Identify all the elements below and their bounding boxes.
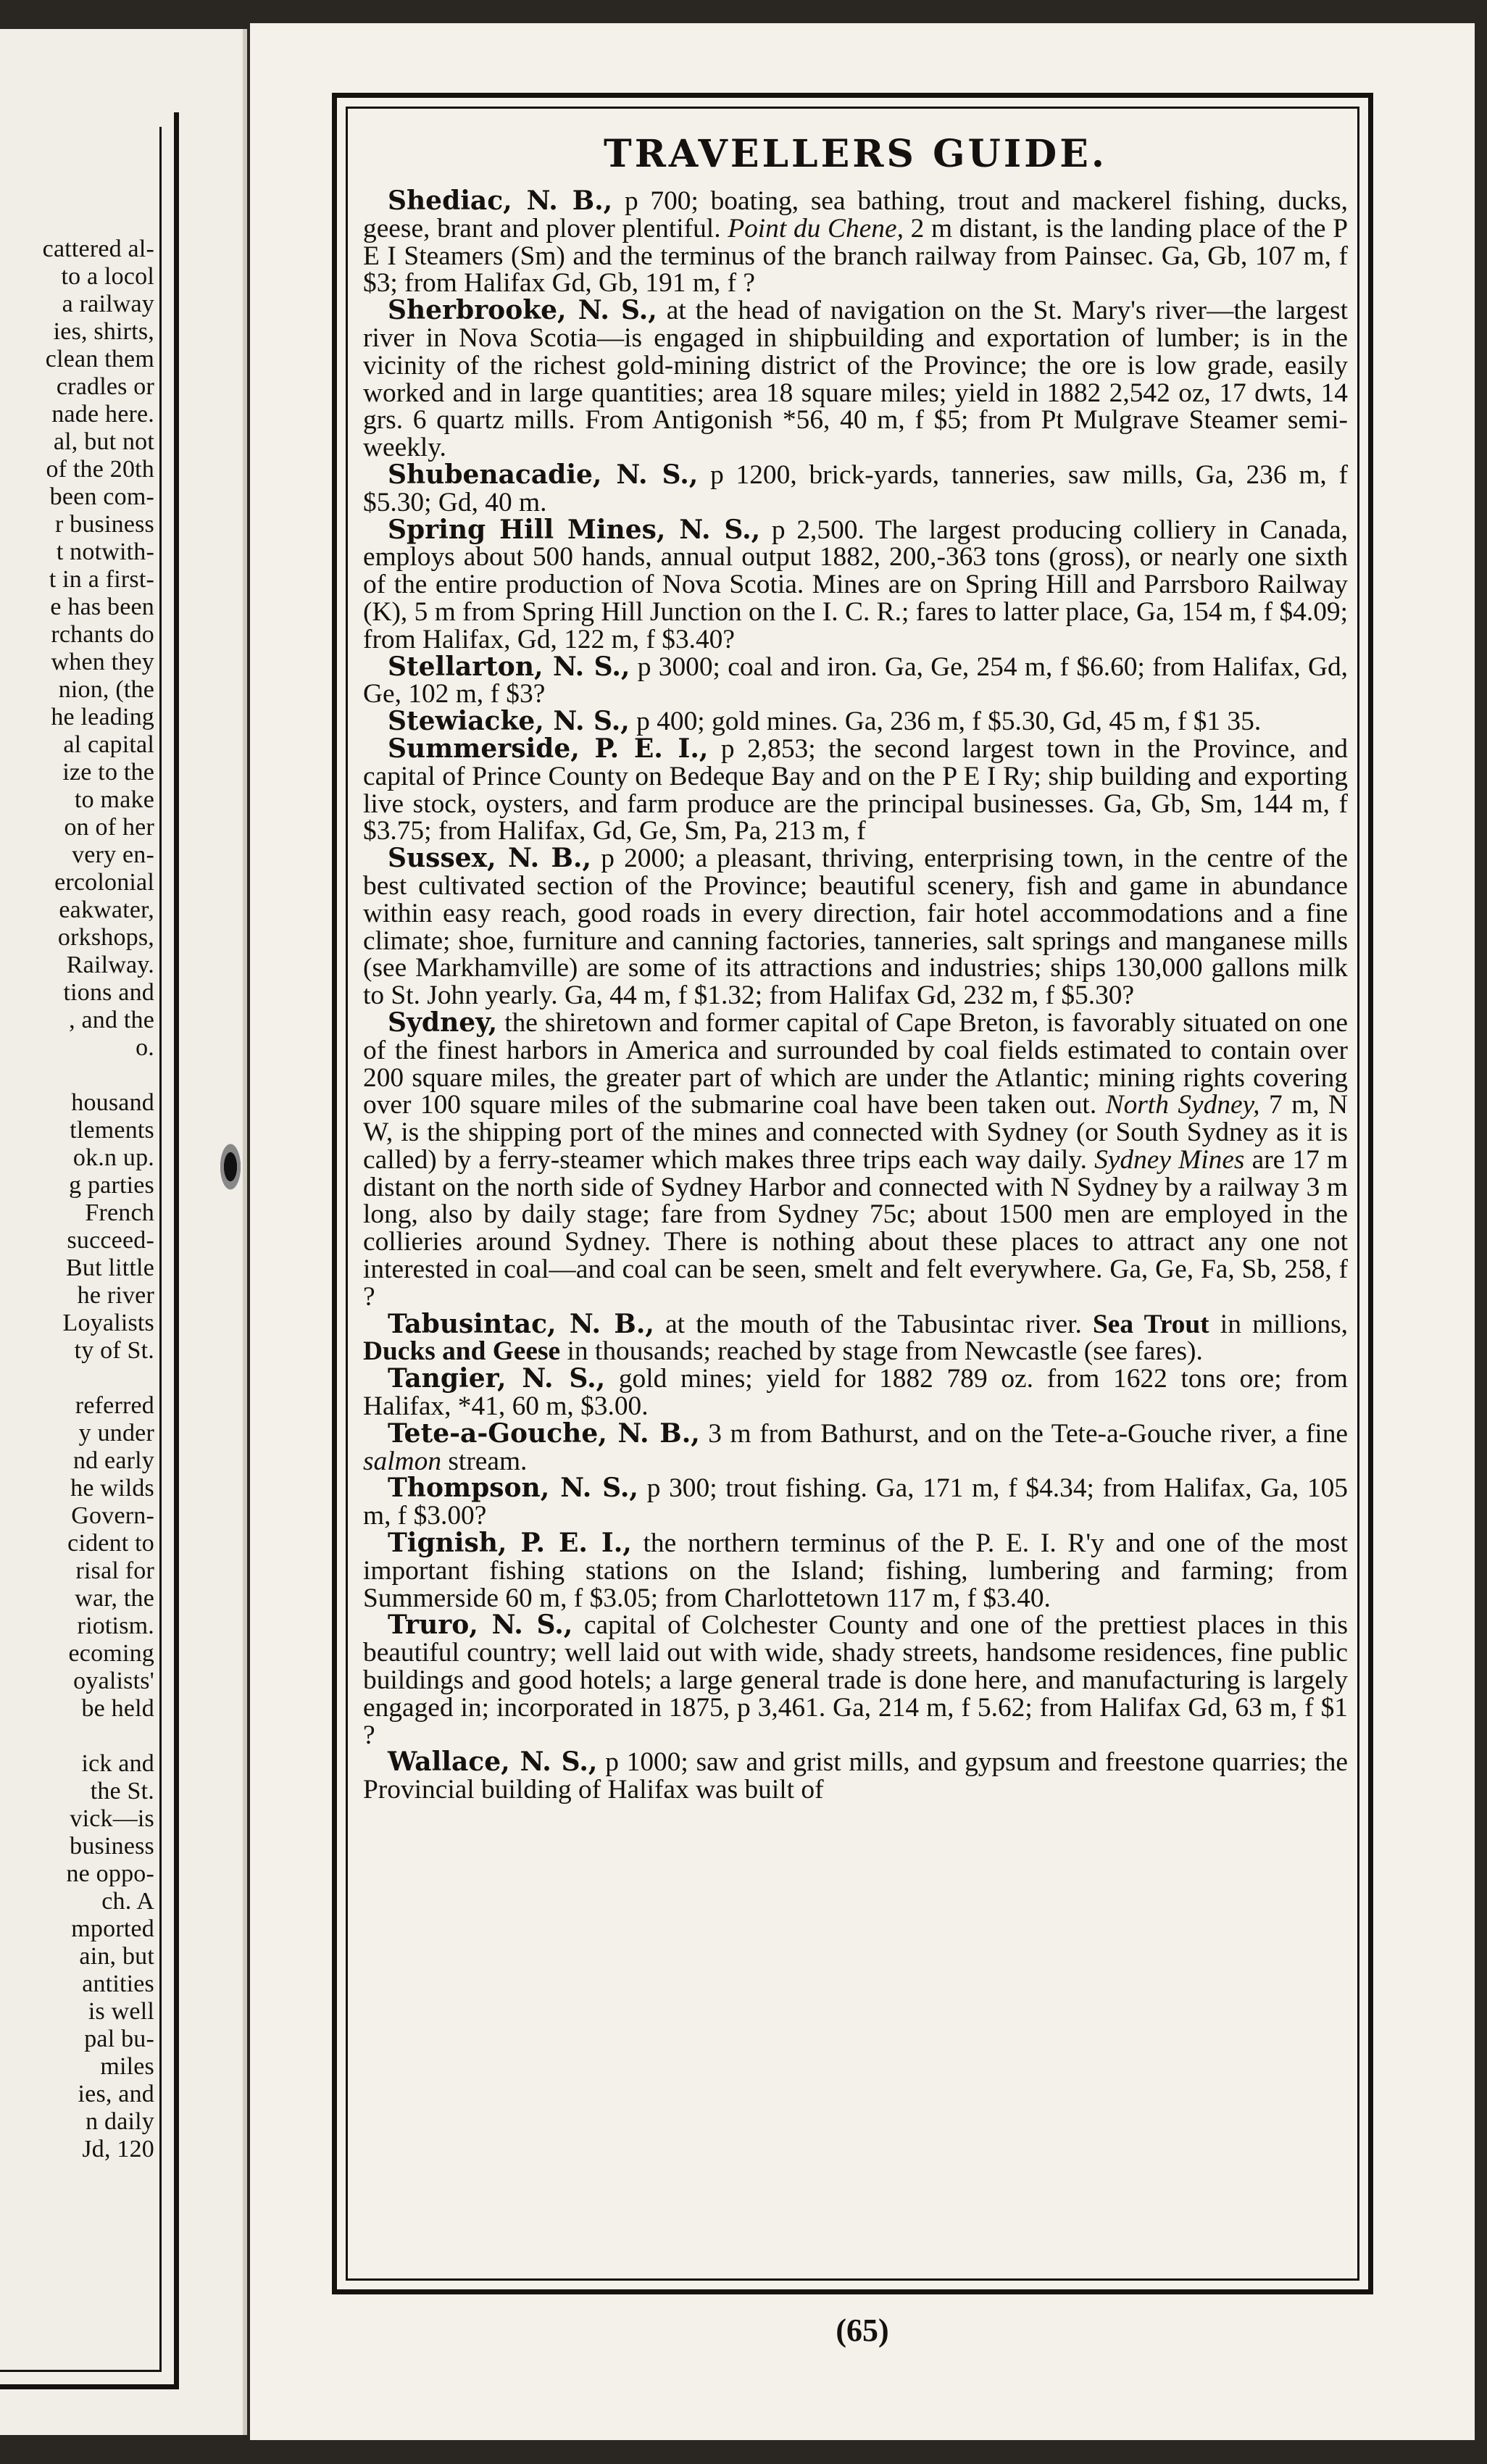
binding-hole [217,1138,243,1196]
entry-text: the shiretown and former capital of Cape Breton, is favorably situated on one of the finest harbors in America and surrounded by coal fields estimated to contain over 200 square miles, the greater part of which are under the Atlantic; mining rights covering over 100 square miles of the submarine coal have been taken out. [363,1007,1348,1120]
guide-entry [363,297,1348,462]
left-page-line: ercolonial [54,869,154,896]
entry-text: p 1200, brick-yards, tanneries, saw mills, Ga, 236 m, f $5.30; Gd, 40 m. [363,459,1348,517]
left-page-line: r business [54,511,154,538]
left-page-line: oyalists' [73,1668,154,1694]
left-page-line: t notwith- [56,538,154,565]
left-page-line: ne oppo- [66,1860,154,1887]
left-page-line: of the 20th [46,456,154,483]
entry-place-name: Stewiacke, N. S., [388,706,630,737]
entry-place-name: Truro, N. S., [388,1610,573,1641]
left-page-line: pal bu- [84,2026,154,2052]
entry-text: in thousands; reached by stage from Newcastle (see fares). [560,1336,1203,1367]
entry-italic-text: Point du Chene, [728,213,904,244]
left-page-line: riotism. [77,1612,154,1639]
left-page-text [43,236,154,2163]
left-page-line: o. [136,1034,154,1061]
left-page-line: he leading [51,704,154,731]
guide-content [363,127,1348,1804]
entry-text: p 700; boating, sea bathing, trout and mackerel fishing, ducks, geese, brant and plover plentiful. [363,186,1348,244]
guide-entry [363,733,1348,846]
left-page-line: referred [75,1392,154,1419]
left-page-line: Govern- [71,1502,154,1529]
entry-place-name: Stellarton, N. S., [388,651,630,682]
entry-list [363,188,1348,1804]
left-page-line: e has been [50,594,154,620]
entry-bold-text: Ducks and Geese [363,1336,561,1367]
left-page-line: war, the [75,1585,154,1612]
left-page-line: nade here. [51,401,154,428]
left-page-line: ch. A [101,1888,154,1915]
left-page-line: tlements [70,1117,154,1144]
left-page-line: business [70,1833,154,1860]
guide-entry [363,1007,1348,1312]
left-page-line: But little [66,1254,154,1281]
entry-text: 7 m, N W, is the shipping port of the mines and connected with Sydney (or South Sydney as it is called) by a ferry-steamer which makes three trips each way daily. [363,1090,1348,1175]
left-page-line: risal for [75,1557,154,1584]
entry-text: are 17 m distant on the north side of Sydney Harbor and connected with N Sydney by a railway 3 m long, also by daily stage; fare from Sydney 75c; about 1500 men are employed in the collieries around Sydney. There is nothing about these places to attract any one not interested in coal—and coal can be seen, smelt and felt everywhere. Ga, Ge, Fa, Sb, 258, f ? [363,1144,1348,1312]
entry-italic-text: salmon [363,1446,442,1476]
page-border [332,93,1373,2294]
left-page-line: the St. [90,1778,154,1805]
left-page-line [43,1365,154,1392]
page-number: (65) [836,2313,889,2348]
left-page-line: t in a first- [49,566,154,593]
guide-entry [363,708,1348,736]
entry-place-name: Sussex, N. B., [388,843,591,874]
left-page-line: g parties [69,1172,154,1199]
guide-page [250,23,1475,2440]
left-page-line: on of her [64,814,154,841]
left-page-line: clean them [45,346,154,372]
left-page-line: when they [51,649,154,675]
entry-text: at the mouth of the Tabusintac river. [654,1309,1093,1339]
left-page [0,29,247,2435]
left-page-line: ty of St. [74,1337,154,1364]
left-page-line: cattered al- [42,236,154,262]
left-page-line: cident to [67,1530,154,1557]
left-page-line: tions and [63,979,154,1006]
left-page-line: vick—is [70,1805,154,1832]
left-page-line: , and the [69,1007,154,1033]
entry-place-name: Tignish, P. E. I., [388,1528,632,1559]
entry-place-name: Thompson, N. S., [388,1473,638,1504]
left-page-line [43,1062,154,1089]
left-page-line: eakwater, [59,896,154,923]
left-page-line: y under [78,1420,154,1447]
left-page-line: ies, shirts, [53,318,154,345]
left-page-line: be held [81,1695,154,1722]
entry-place-name: Wallace, N. S., [388,1747,598,1778]
entry-place-name: Sydney, [388,1007,498,1038]
entry-place-name: Spring Hill Mines, N. S., [388,514,761,545]
left-page-line: nd early [72,1447,154,1474]
entry-place-name: Tangier, N. S., [388,1363,606,1394]
guide-entry [363,1308,1348,1367]
guide-entry [363,459,1348,517]
left-page-line: al, but not [53,428,154,455]
entry-text: 2 m distant, is the landing place of the P E I Steamers (Sm) and the terminus of the branch railway from Painsec. Ga, Gb, 107 m, f $3; from Halifax Gd, Gb, 191 m, f ? [363,213,1348,299]
guide-entry [363,514,1348,654]
left-page-line: ok.n up. [72,1144,154,1171]
left-page-line: orkshops, [57,924,154,951]
left-page-line: housand [71,1089,154,1116]
entry-text: p 400; gold mines. Ga, 236 m, f $5.30, Gd, 45 m, f $1 35. [629,707,1262,737]
entry-text: at the head of navigation on the St. Mary's river—the largest river in Nova Scotia—is engaged in shipbuilding and exportation of lumber; is in the vicinity of the richest gold-mining district of the Province; the ore is low grade, easily worked and in large quantities; area 18 square miles; yield in 1882 2,542 oz, 17 dwts, 14 grs. 6 quartz mills. From Antigonish *56, 40 m, f $5; from Pt Mulgrave Steamer semi-weekly. [363,296,1348,463]
left-page-line: mported [71,1915,154,1942]
guide-entry [363,651,1349,709]
left-page-line: ain, but [79,1943,154,1970]
left-page-line: Loyalists [62,1310,154,1336]
left-page-line: been com- [49,483,154,510]
entry-text: p 300; trout fishing. Ga, 171 m, f $4.34; from Halifax, Ga, 105 m, f $3.00? [363,1473,1348,1531]
guide-entry [363,1749,1348,1804]
guide-entry [363,845,1348,1010]
left-page-line: nion, (the [58,676,154,703]
guide-entry [363,1365,1348,1420]
guide-entry [363,188,1348,297]
entry-text: 3 m from Bathurst, and on the Tete-a-Gouche river, a fine [699,1418,1348,1449]
entry-text: p 2,853; the second largest town in the Province, and capital of Prince County on Bedeque Bay and on the P E I Ry; ship building and exporting live stock, oysters, and farm produce are the principal businesses. Ga, Gb, Sm, 144 m, f $3.75; from Halifax, Gd, Ge, Sm, Pa, 213 m, f [363,733,1348,846]
entry-italic-text: Sydney Mines [1094,1144,1245,1175]
guide-entry [363,1475,1348,1530]
left-page-line: French [85,1199,154,1226]
left-page-line: miles [100,2053,154,2080]
left-page-line: he river [77,1282,154,1309]
left-page-line: succeed- [67,1227,154,1254]
entry-text: p 1000; saw and grist mills, and gypsum and freestone quarries; the Provincial building of Halifax was built of [363,1747,1348,1805]
left-page-line: a railway [62,291,154,317]
left-page-line: to make [75,786,154,813]
entry-text: the northern terminus of the P. E. I. R'y and one of the most important fishing stations on the Island; fishing, lumbering and farming; from Summerside 60 m, f $3.05; from Charlottetown 117 m, f $3.40. [363,1528,1348,1613]
left-page-line [43,1723,154,1750]
left-page-line: he wilds [70,1475,154,1502]
guide-entry [363,1612,1348,1749]
entry-bold-text: Sea Trout [1093,1309,1209,1339]
left-page-line: to a locol [61,263,154,290]
entry-text: capital of Colchester County and one of the prettiest places in this beautiful country; well laid out with wide, shady streets, handsome residences, fine public buildings and good hotels; a large general trade is done here, and manufacturing is largely engaged in; incorporated in 1875, p 3,461. Ga, 214 m, f 5.62; from Halifax Gd, 63 m, f $1 ? [363,1610,1348,1750]
left-page-line: al capital [63,731,154,758]
left-page-line: ize to the [62,759,154,786]
entry-text: p 3000; coal and iron. Ga, Ge, 254 m, f $6.60; from Halifax, Gd, Ge, 102 m, f $3? [363,652,1349,709]
entry-place-name: Shediac, N. B., [388,186,613,216]
left-page-line: rchants do [51,621,154,648]
left-page-line: n daily [86,2108,154,2135]
left-page-line: Jd, 120 [82,2136,154,2163]
entry-place-name: Shubenacadie, N. S., [388,459,699,490]
left-page-line: cradles or [56,373,154,400]
left-page-line: very en- [72,841,154,868]
guide-entry [363,1420,1348,1476]
left-page-line: is well [88,1998,154,2025]
entry-text: gold mines; yield for 1882 789 oz. from 1622 tons ore; from Halifax, *41, 60 m, $3.00. [363,1364,1348,1422]
page-title: TRAVELLERS GUIDE. [604,132,1107,176]
left-page-line: ick and [81,1750,154,1777]
left-page-line: ies, and [78,2081,154,2107]
left-page-line: ecoming [68,1640,154,1667]
entry-text: p 2000; a pleasant, thriving, enterprising town, in the centre of the best cultivated section of the Province; beautiful scenery, fish and game in abundance within easy reach, good roads in every direction, fair hotel accommodations and a fine climate; shoe, furniture and canning factories, tanneries, salt springs and manganese mills (see Markhamville) are some of its attractions and industries; ships 130,000 gallons milk to St. John yearly. Ga, 44 m, f $1.32; from Halifax Gd, 232 m, f $5.30? [363,844,1348,1011]
left-page-line: antities [82,1970,154,1997]
entry-place-name: Tete-a-Gouche, N. B., [388,1418,700,1449]
entry-italic-text: North Sydney, [1105,1090,1260,1120]
entry-text: in millions, [1209,1309,1348,1339]
left-page-line: Railway. [66,952,154,978]
entry-place-name: Summerside, P. E. I., [388,733,709,764]
entry-text: stream. [441,1446,528,1476]
entry-place-name: Tabusintac, N. B., [388,1308,654,1339]
entry-text: p 2,500. The largest producing colliery in Canada, employs about 500 hands, annual output 1882, 200,-363 tons (gross), or nearly one sixth of the entire production of Nova Scotia. Mines are on Spring Hill and Parrsboro Railway (K), 5 m from Spring Hill Junction on the I. C. R.; fares to latter place, Ga, 154 m, f $4.09; from Halifax, Gd, 122 m, f $3.40? [363,515,1348,654]
guide-entry [363,1530,1348,1612]
entry-place-name: Sherbrooke, N. S., [388,295,657,326]
